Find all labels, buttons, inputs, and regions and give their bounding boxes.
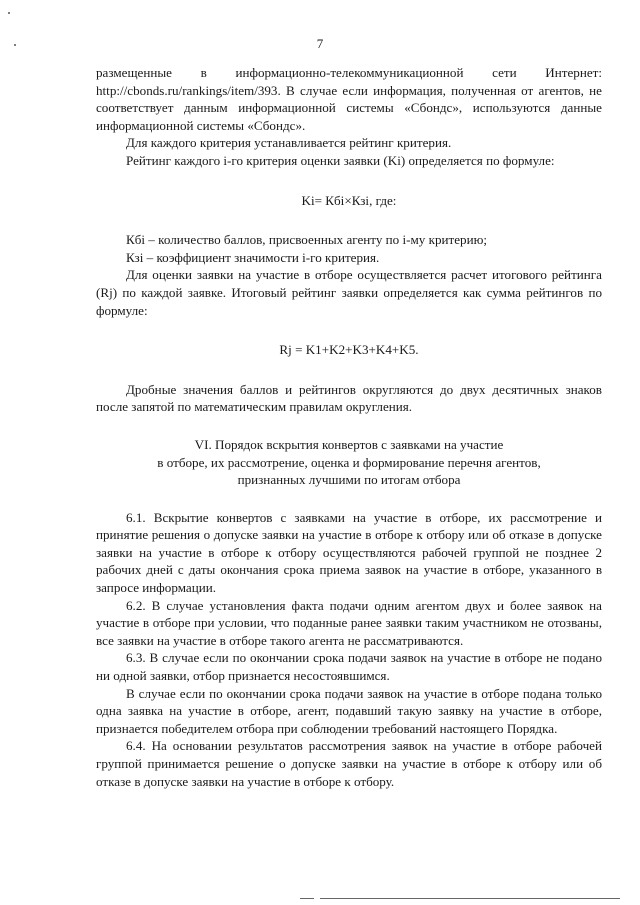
- paragraph-total-rating: Для оценки заявки на участие в отборе осуществляется расчет итогового рейтинга (Rj) по каждой заявке. Итоговый рейтинг заявки определяется как сумма рейтингов по формуле:: [96, 267, 602, 318]
- clause-6-1: 6.1. Вскрытие конвертов с заявками на участие в отборе, их рассмотрение и принятие решения о допуске заявки на участие в отборе к отбору или об отказе в допуске заявки на участие в отборе к отбору осуществляются рабочей группой не позднее 2 рабочих дней с даты окончания срока приема заявок на участие в отборе, указанного в запросе информации.: [96, 509, 602, 596]
- clause-6-3: 6.3. В случае если по окончании срока подачи заявок на участие в отборе не подано ни одной заявки, отбор признается несостоявшимся.: [96, 650, 602, 684]
- paragraph-rating-formula-intro: Рейтинг каждого i-го критерия оценки заявки (Ki) определяется по формуле:: [126, 152, 555, 168]
- paragraph-rounding: Дробные значения баллов и рейтингов округляются до двух десятичных знаков после запятой по математическим правилам округления.: [96, 381, 602, 415]
- section-heading-line: в отборе, их рассмотрение, оценка и формирование перечня агентов,: [157, 454, 541, 470]
- clause-6-2: 6.2. В случае установления факта подачи одним агентом двух и более заявок на участие в отборе при условии, что поданные ранее заявки таким участником не отозваны, все заявки на участие в отборе такого агента не рассматриваются.: [96, 597, 602, 648]
- scan-edge-line: [320, 898, 620, 899]
- clause-6-3-continued: В случае если по окончании срока подачи заявок на участие в отборе подана только одна заявка на участие в отборе, агент, подавший такую заявку на участие в отборе, признается победителем отбора при соблюдении требований настоящего Порядка.: [96, 685, 602, 736]
- section-heading: [96, 436, 602, 489]
- document-body: [96, 64, 602, 790]
- formula-total-rating: Rj = K1+K2+K3+K4+K5.: [279, 342, 419, 358]
- section-heading-line: признанных лучшими по итогам отбора: [237, 472, 461, 488]
- formula-criterion-rating: Ki= Кбi×Кзi, где:: [301, 192, 397, 208]
- scan-edge-line: [300, 898, 314, 899]
- section-heading-line: VI. Порядок вскрытия конвертов с заявками на участие: [194, 436, 504, 452]
- paragraph-criteria-rating: Для каждого критерия устанавливается рейтинг критерия.: [126, 135, 452, 151]
- page-number: 7: [316, 36, 324, 51]
- definition-kbi: Кбi – количество баллов, присвоенных агенту по i-му критерию;: [126, 232, 488, 248]
- clause-6-4: 6.4. На основании результатов рассмотрения заявок на участие в отборе рабочей группой принимается решение о допуске заявки на участие в отборе к отбору или об отказе в допуске заявки на участие в отборе к отбору.: [96, 738, 602, 789]
- scan-speck: [8, 12, 10, 14]
- definition-kzi: Кзi – коэффициент значимости i-го критерия.: [126, 249, 380, 265]
- paragraph-data-sources: размещенные в информационно-телекоммуникационной сети Интернет: http://cbonds.ru/rankings/item/393. В случае если информация, полученная от агентов, не соответствует данным информационной системы «Сбондс», используются данные информационной системы «Сбондс».: [96, 65, 602, 133]
